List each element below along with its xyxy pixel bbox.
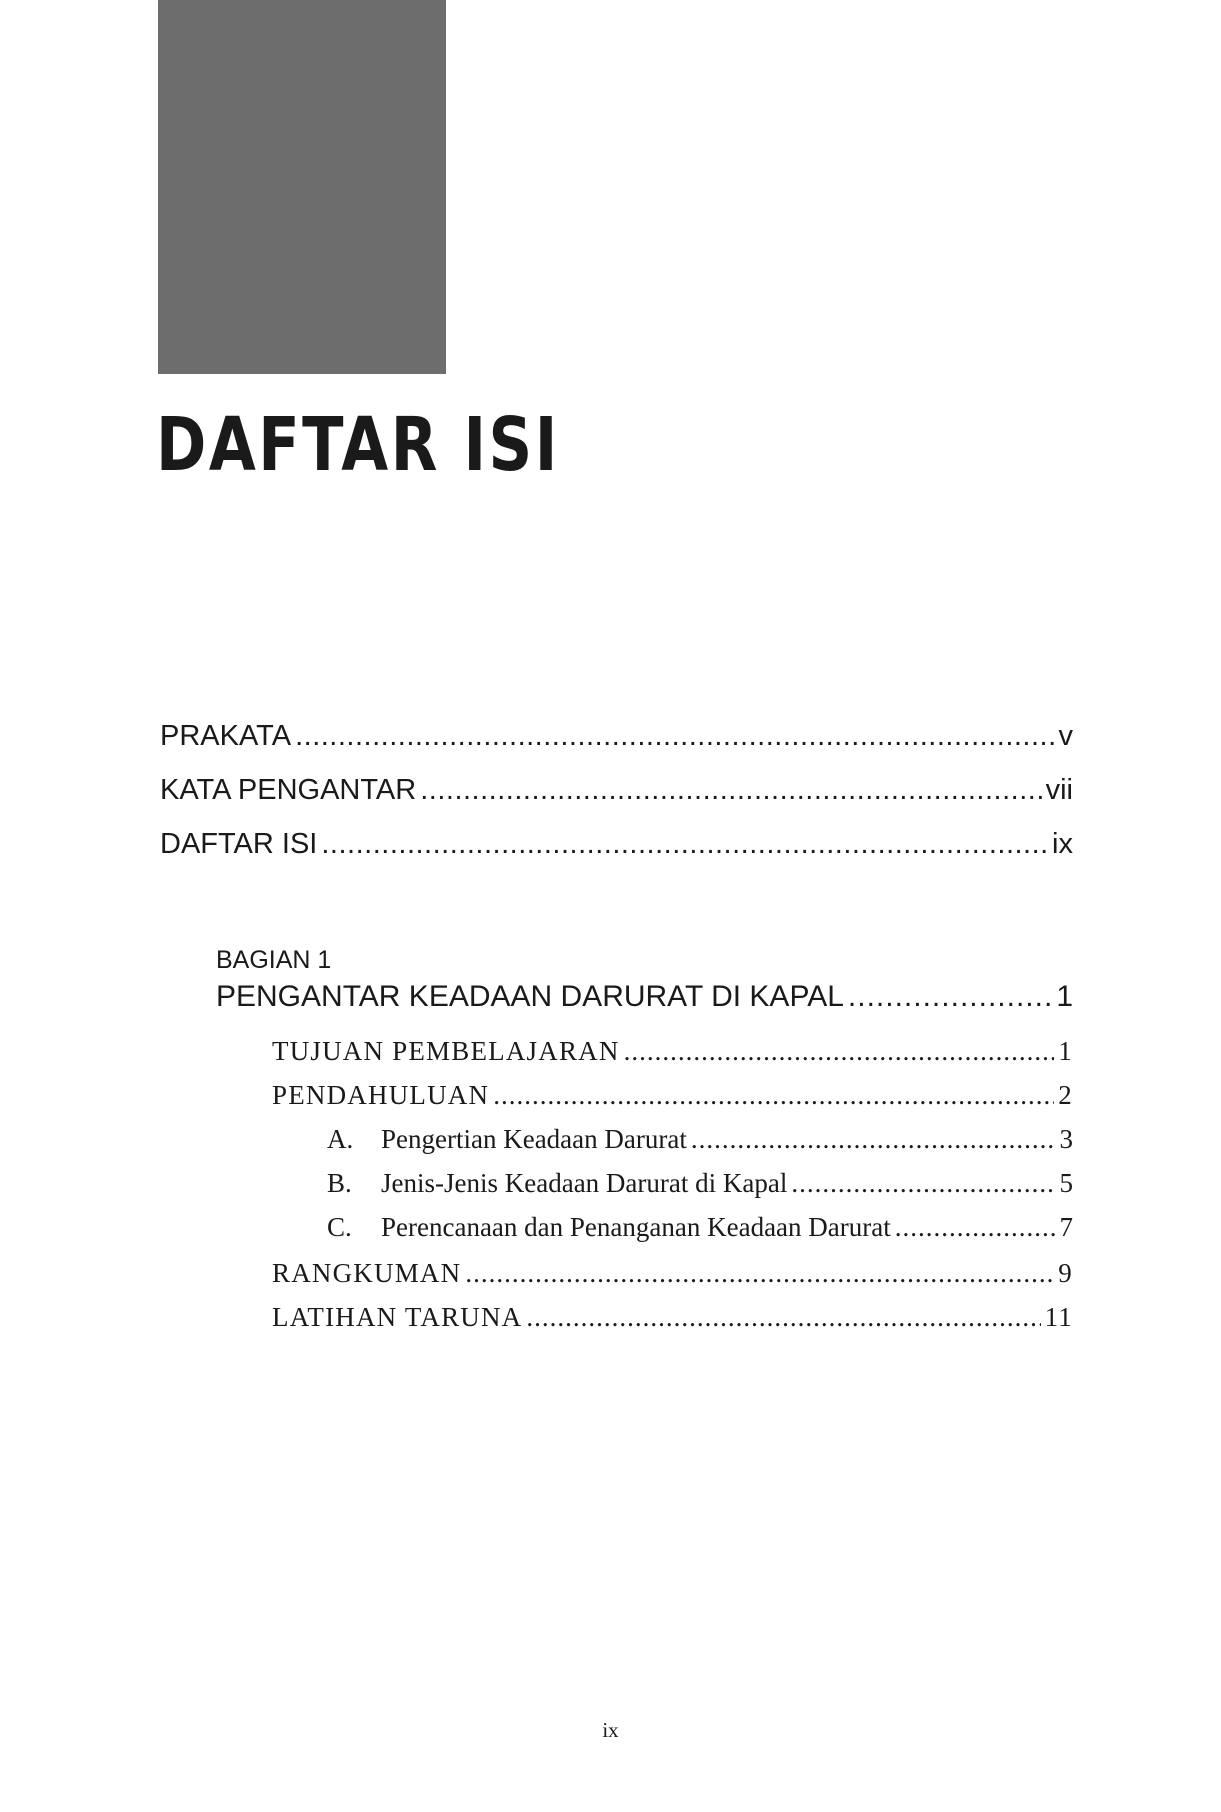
toc-entry-latihan-taruna[interactable] [272,1302,1073,1333]
toc-entry-page: 3 [1059,1124,1073,1154]
toc-entry-page: 11 [1044,1302,1073,1332]
toc-entry-label: TUJUAN PEMBELAJARAN [272,1036,620,1066]
dot-leader [493,1080,1054,1111]
toc-entry-label: Pengertian Keadaan Darurat [381,1124,687,1154]
toc-entry-letter: B. [327,1168,352,1198]
toc-entry-subsection-b[interactable] [327,1168,1073,1199]
toc-entry-page: v [1058,720,1073,752]
toc-entry-label: PENDAHULUAN [272,1080,490,1110]
part-label: BAGIAN 1 [216,946,332,974]
toc-entry-page: 7 [1059,1212,1073,1242]
toc-entry-label: RANGKUMAN [272,1258,462,1288]
dot-leader [420,774,1041,807]
toc-entry-page: vii [1045,774,1073,806]
toc-entry-pendahuluan[interactable] [272,1080,1073,1111]
toc-entry-part-1[interactable] [216,980,1073,1014]
toc-entry-daftar-isi[interactable] [160,828,1073,861]
toc-entry-kata-pengantar[interactable] [160,774,1073,807]
toc-entry-label: PENGANTAR KEADAAN DARURAT DI KAPAL [216,980,844,1013]
dot-leader [295,720,1054,753]
dot-leader [691,1124,1056,1155]
toc-entry-page: 1 [1058,1036,1073,1066]
toc-entry-page: 5 [1059,1168,1073,1198]
toc-entry-page: 1 [1056,980,1073,1013]
toc-entry-letter: A. [327,1124,354,1154]
toc-entry-label: DAFTAR ISI [160,828,318,860]
toc-entry-label: Jenis-Jenis Keadaan Darurat di Kapal [381,1168,788,1198]
toc-entry-tujuan-pembelajaran[interactable] [272,1036,1073,1067]
dot-leader [895,1212,1056,1243]
toc-entry-page: ix [1052,828,1073,860]
toc-entry-prakata[interactable] [160,720,1073,753]
dot-leader [791,1168,1055,1199]
toc-entry-label: KATA PENGANTAR [160,774,417,806]
decorative-gray-block [158,0,446,374]
dot-leader [465,1258,1054,1289]
dot-leader [321,828,1048,861]
toc-entry-label: PRAKATA [160,720,292,752]
dot-leader [526,1302,1040,1333]
dot-leader [624,1036,1055,1067]
toc-entry-subsection-a[interactable] [327,1124,1073,1155]
toc-entry-label: Perencanaan dan Penanganan Keadaan Darurat [381,1212,891,1242]
toc-entry-label: LATIHAN TARUNA [272,1302,523,1332]
dot-leader [848,980,1052,1014]
toc-entry-rangkuman[interactable] [272,1258,1073,1289]
toc-entry-letter: C. [327,1212,352,1242]
page-number: ix [602,1718,619,1742]
toc-entry-page: 9 [1058,1258,1073,1288]
toc-entry-page: 2 [1058,1080,1073,1110]
page-title: DAFTAR ISI [156,402,560,488]
toc-entry-subsection-c[interactable] [327,1212,1073,1243]
